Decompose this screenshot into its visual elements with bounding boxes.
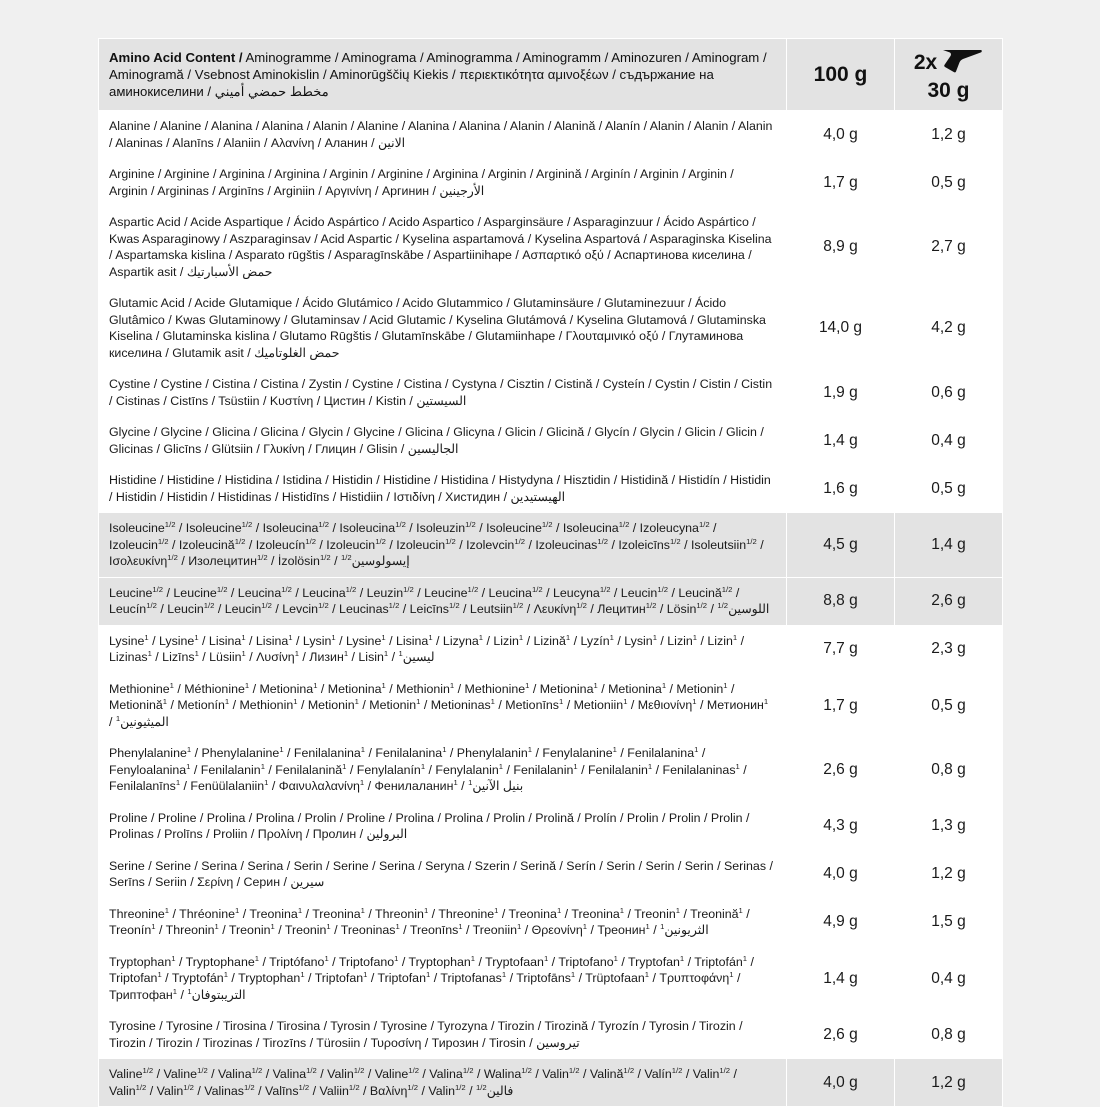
table-row [99, 465, 1003, 513]
amount-per-100g-cell: 4,5 g [787, 513, 895, 578]
amount-per-serving-cell: 4,2 g [895, 288, 1003, 369]
table-row [99, 1011, 1003, 1059]
amino-acid-name-cell: Proline / Proline / Prolina / Prolina / Prolin / Proline / Prolina / Prolina / Prolin / Prolină / Prolín / Prolin / Prolin / Prolin / Prolinas / Prolīns / Proliin / Προλίνη / Пролин / البرولين [99, 802, 787, 850]
table-row [99, 513, 1003, 578]
amino-acid-name-cell: Phenylalanine$^1$ / Phenylalanine$^1$ / Fenilalanina$^1$ / Fenilalanina$^1$ / Phenylalanin$^1$ / Fenylalanine$^1$ / Fenilalanina$^1$ / Fenyloalanina$^1$ / Fenilalanin$^1$ / Fenilalanină$^1$ / Fenylalanín$^1$ / Fenylalanin$^1$ / Fenilalanin$^1$ / Fenilalanin$^1$ / Fenilalaninas$^1$ / Fenilalanīns$^1$ / Fenüülalaniin$^1$ / Φαινυλαλανίνη$^1$ / Фенилаланин$^1$ / بنيل الآنين$^1$ [99, 738, 787, 803]
table-row [99, 946, 1003, 1011]
serving-size: 30 g [927, 78, 970, 102]
amount-per-serving-cell: 0,5 g [895, 159, 1003, 207]
amount-per-serving-cell: 0,8 g [895, 738, 1003, 803]
serving-multiplier: 2x [913, 50, 938, 74]
amount-per-serving-cell: 1,2 g [895, 111, 1003, 159]
amount-per-serving-cell: 2,3 g [895, 625, 1003, 673]
amino-acid-name-cell: Histidine / Histidine / Histidina / Istidina / Histidin / Histidine / Histidina / Histydyna / Hisztidin / Histidină / Histidín / Histidin / Histidin / Histidin / Histidinas / Histidīns / Histidiin / Ιστιδίνη / Хистидин / الهيستيدين [99, 465, 787, 513]
amino-acid-name-cell: Cystine / Cystine / Cistina / Cistina / Zystin / Cystine / Cistina / Cystyna / Cisztin / Cistină / Cysteín / Cystin / Cistin / Cistin / Cistinas / Cistīns / Tsüstiin / Κυστίνη / Цистин / Kistin / السيستين [99, 369, 787, 417]
amount-per-serving-cell: 0,6 g [895, 369, 1003, 417]
amount-per-100g-cell: 8,8 g [787, 577, 895, 625]
header-col-100g [787, 39, 895, 111]
serving-multiplier-row [895, 47, 1002, 79]
amount-per-100g-cell: 1,9 g [787, 369, 895, 417]
amount-per-serving-cell: 0,5 g [895, 673, 1003, 738]
scoop-icon [941, 47, 983, 79]
amount-per-100g-cell: 4,0 g [787, 850, 895, 898]
amount-per-100g-cell: 1,4 g [787, 946, 895, 1011]
amount-per-100g-cell: 4,0 g [787, 111, 895, 159]
amino-acid-table [98, 38, 1003, 1107]
table-row [99, 577, 1003, 625]
header-title-cell [99, 39, 787, 111]
header-row [99, 39, 1003, 111]
amount-per-serving-cell: 0,8 g [895, 1011, 1003, 1059]
amount-per-serving-cell: 1,2 g [895, 850, 1003, 898]
table-row [99, 802, 1003, 850]
header-title-rest: Aminogramme / Aminograma / Aminogramma / Aminogramm / Aminozuren / Aminogram / Aminogramă / Vsebnost Aminokislin / Aminorūgščių Kiekis / περιεκτικότητα αμινοξέων / съдържание на аминокиселини / مخطط حمضي أميني [109, 50, 767, 100]
table-header [99, 39, 1003, 111]
amino-acid-table-wrapper [98, 38, 1002, 1107]
header-col-serving [895, 39, 1003, 111]
table-row [99, 850, 1003, 898]
amount-per-serving-cell: 0,5 g [895, 465, 1003, 513]
amino-acid-name-cell: Threonine$^1$ / Thréonine$^1$ / Treonina$^1$ / Treonina$^1$ / Threonin$^1$ / Threonine$^1$ / Treonina$^1$ / Treonina$^1$ / Treonin$^1$ / Treonină$^1$ / Treonín$^1$ / Threonin$^1$ / Treonin$^1$ / Treonin$^1$ / Treoninas$^1$ / Treonīns$^1$ / Treoniin$^1$ / Θρεονίνη$^1$ / Треонин$^1$ / الثريونين$^1$ [99, 898, 787, 946]
amino-acid-name-cell: Tyrosine / Tyrosine / Tirosina / Tirosina / Tyrosin / Tyrosine / Tyrozyna / Tirozin / Tirozină / Tyrozín / Tyrosin / Tirozin / Tirozin / Tirozin / Tirozinas / Tirozīns / Türosiin / Τυροσίνη / Тирозин / Tirosin / تيروسين [99, 1011, 787, 1059]
amount-per-serving-cell: 1,2 g [895, 1059, 1003, 1107]
table-row [99, 369, 1003, 417]
table-row [99, 111, 1003, 159]
amino-acid-name-cell: Valine$^{1/2}$ / Valine$^{1/2}$ / Valina$^{1/2}$ / Valina$^{1/2}$ / Valin$^{1/2}$ / Valine$^{1/2}$ / Valina$^{1/2}$ / Walina$^{1/2}$ / Valin$^{1/2}$ / Valină$^{1/2}$ / Valín$^{1/2}$ / Valin$^{1/2}$ / Valin$^{1/2}$ / Valin$^{1/2}$ / Valinas$^{1/2}$ / Valīns$^{1/2}$ / Valiin$^{1/2}$ / Βαλίνη$^{1/2}$ / Valin$^{1/2}$ / فالين$^{1/2}$ [99, 1059, 787, 1107]
amount-per-100g-cell: 7,7 g [787, 625, 895, 673]
amino-acid-name-cell: Leucine$^{1/2}$ / Leucine$^{1/2}$ / Leucina$^{1/2}$ / Leucina$^{1/2}$ / Leuzin$^{1/2}$ / Leucine$^{1/2}$ / Leucina$^{1/2}$ / Leucyna$^{1/2}$ / Leucin$^{1/2}$ / Leucină$^{1/2}$ / Leucín$^{1/2}$ / Leucin$^{1/2}$ / Leucin$^{1/2}$ / Levcin$^{1/2}$ / Leucinas$^{1/2}$ / Leicīns$^{1/2}$ / Leutsiin$^{1/2}$ / Λευκίνη$^{1/2}$ / Лецитин$^{1/2}$ / Lösin$^{1/2}$ / اللوسين$^{1/2}$ [99, 577, 787, 625]
table-row [99, 738, 1003, 803]
table-row [99, 159, 1003, 207]
amount-per-100g-cell: 2,6 g [787, 738, 895, 803]
amino-acid-name-cell: Arginine / Arginine / Arginina / Arginina / Arginin / Arginine / Arginina / Arginin / Arginină / Arginín / Arginin / Arginin / Arginin / Argininas / Arginīns / Arginiin / Αργινίνη / Аргинин / الأرجينين [99, 159, 787, 207]
table-body [99, 111, 1003, 1107]
amino-acid-name-cell: Isoleucine$^{1/2}$ / Isoleucine$^{1/2}$ / Isoleucina$^{1/2}$ / Isoleucina$^{1/2}$ / Isoleuzin$^{1/2}$ / Isoleucine$^{1/2}$ / Isoleucina$^{1/2}$ / Izoleucyna$^{1/2}$ / Izoleucin$^{1/2}$ / Izoleucină$^{1/2}$ / Izoleucín$^{1/2}$ / Izoleucin$^{1/2}$ / Izoleucin$^{1/2}$ / Izolevcin$^{1/2}$ / Izoleucinas$^{1/2}$ / Izoleicīns$^{1/2}$ / Isoleutsiin$^{1/2}$ / Ισολευκίνη$^{1/2}$ / Изолецитин$^{1/2}$ / İzolösin$^{1/2}$ / إيسولوسين$^{1/2}$ [99, 513, 787, 578]
amino-acid-name-cell: Aspartic Acid / Acide Aspartique / Ácido Aspártico / Acido Aspartico / Asparginsäure / Asparaginzuur / Ácido Aspártico / Kwas Asparaginowy / Aszparaginsav / Acid Aspartic / Kyselina aspartamová / Kyselina Aspartová / Asparaginska Kiselina / Aspartamska kislina / Asparato rūgštis / Asparagīnskābe / Aspartiinihape / Ασπαρτικό οξύ / Аспартинова киселина / Aspartik asit / حمض الأسبارتيك [99, 207, 787, 288]
amount-per-100g-cell: 1,4 g [787, 417, 895, 465]
table-row [99, 288, 1003, 369]
amount-per-100g-cell: 1,6 g [787, 465, 895, 513]
amount-per-serving-cell: 0,4 g [895, 417, 1003, 465]
amount-per-100g-cell: 2,6 g [787, 1011, 895, 1059]
amount-per-serving-cell: 0,4 g [895, 946, 1003, 1011]
amount-per-100g-cell: 1,7 g [787, 159, 895, 207]
amount-per-100g-cell: 1,7 g [787, 673, 895, 738]
amount-per-serving-cell: 2,7 g [895, 207, 1003, 288]
amino-acid-name-cell: Glutamic Acid / Acide Glutamique / Ácido Glutámico / Acido Glutammico / Glutaminsäure / Glutaminezuur / Ácido Glutâmico / Kwas Glutaminowy / Glutaminsav / Acid Glutamic / Kyselina Glutámová / Kyselina Glutamová / Glutaminska Kiselina / Glutaminska kislina / Glutamo Rūgštis / Glutamīnskābe / Glutamiinhape / Γλουταμινικό οξύ / Глутаминова киселина / Glutamik asit / حمض الغلوتاميك [99, 288, 787, 369]
table-row [99, 625, 1003, 673]
header-title-strong: Amino Acid Content / [109, 50, 243, 65]
amount-per-100g-cell: 4,9 g [787, 898, 895, 946]
amino-acid-name-cell: Alanine / Alanine / Alanina / Alanina / Alanin / Alanine / Alanina / Alanina / Alanin / Alanină / Alanín / Alanin / Alanin / Alanin / Alaninas / Alanīns / Alaniin / Αλανίνη / Аланин / الانين [99, 111, 787, 159]
table-row [99, 417, 1003, 465]
amount-per-100g-cell: 4,0 g [787, 1059, 895, 1107]
header-col-100g-label: 100 g [813, 62, 868, 86]
amino-acid-name-cell: Serine / Serine / Serina / Serina / Serin / Serine / Serina / Seryna / Szerin / Serină / Serín / Serin / Serin / Serin / Serinas / Serīns / Seriin / Σερίνη / Серин / سيرين [99, 850, 787, 898]
amino-acid-name-cell: Methionine$^1$ / Méthionine$^1$ / Metionina$^1$ / Metionina$^1$ / Methionin$^1$ / Methionine$^1$ / Metionina$^1$ / Metionina$^1$ / Metionin$^1$ / Metionină$^1$ / Metionín$^1$ / Methionin$^1$ / Metionin$^1$ / Metionin$^1$ / Metioninas$^1$ / Metionīns$^1$ / Metioniin$^1$ / Μεθιονίνη$^1$ / Метионин$^1$ / الميثيونين$^1$ [99, 673, 787, 738]
amount-per-serving-cell: 2,6 g [895, 577, 1003, 625]
table-row [99, 898, 1003, 946]
table-row [99, 673, 1003, 738]
amount-per-serving-cell: 1,4 g [895, 513, 1003, 578]
amino-acid-name-cell: Lysine$^1$ / Lysine$^1$ / Lisina$^1$ / Lisina$^1$ / Lysin$^1$ / Lysine$^1$ / Lisina$^1$ / Lizyna$^1$ / Lizin$^1$ / Lizină$^1$ / Lyzín$^1$ / Lysin$^1$ / Lizin$^1$ / Lizin$^1$ / Lizinas$^1$ / Lizīns$^1$ / Lüsiin$^1$ / Λυσίνη$^1$ / Лизин$^1$ / Lisin$^1$ / ليسين$^1$ [99, 625, 787, 673]
amount-per-100g-cell: 8,9 g [787, 207, 895, 288]
amino-acid-name-cell: Glycine / Glycine / Glicina / Glicina / Glycin / Glycine / Glicina / Glicyna / Glicin / Glicină / Glycín / Glycin / Glicin / Glicin / Glicinas / Glicīns / Glütsiin / Γλυκίνη / Глицин / Glisin / الجاليسين [99, 417, 787, 465]
table-row [99, 207, 1003, 288]
amount-per-serving-cell: 1,3 g [895, 802, 1003, 850]
amount-per-serving-cell: 1,5 g [895, 898, 1003, 946]
amino-acid-name-cell: Tryptophan$^1$ / Tryptophane$^1$ / Triptófano$^1$ / Triptofano$^1$ / Tryptophan$^1$ / Tryptofaan$^1$ / Triptofano$^1$ / Tryptofan$^1$ / Triptofán$^1$ / Triptofan$^1$ / Tryptofán$^1$ / Tryptophan$^1$ / Triptofan$^1$ / Triptofan$^1$ / Triptofanas$^1$ / Triptofāns$^1$ / Trüptofaan$^1$ / Τρυπτοφάνη$^1$ / Триптофан$^1$ / التريبتوفان$^1$ [99, 946, 787, 1011]
amount-per-100g-cell: 4,3 g [787, 802, 895, 850]
amount-per-100g-cell: 14,0 g [787, 288, 895, 369]
